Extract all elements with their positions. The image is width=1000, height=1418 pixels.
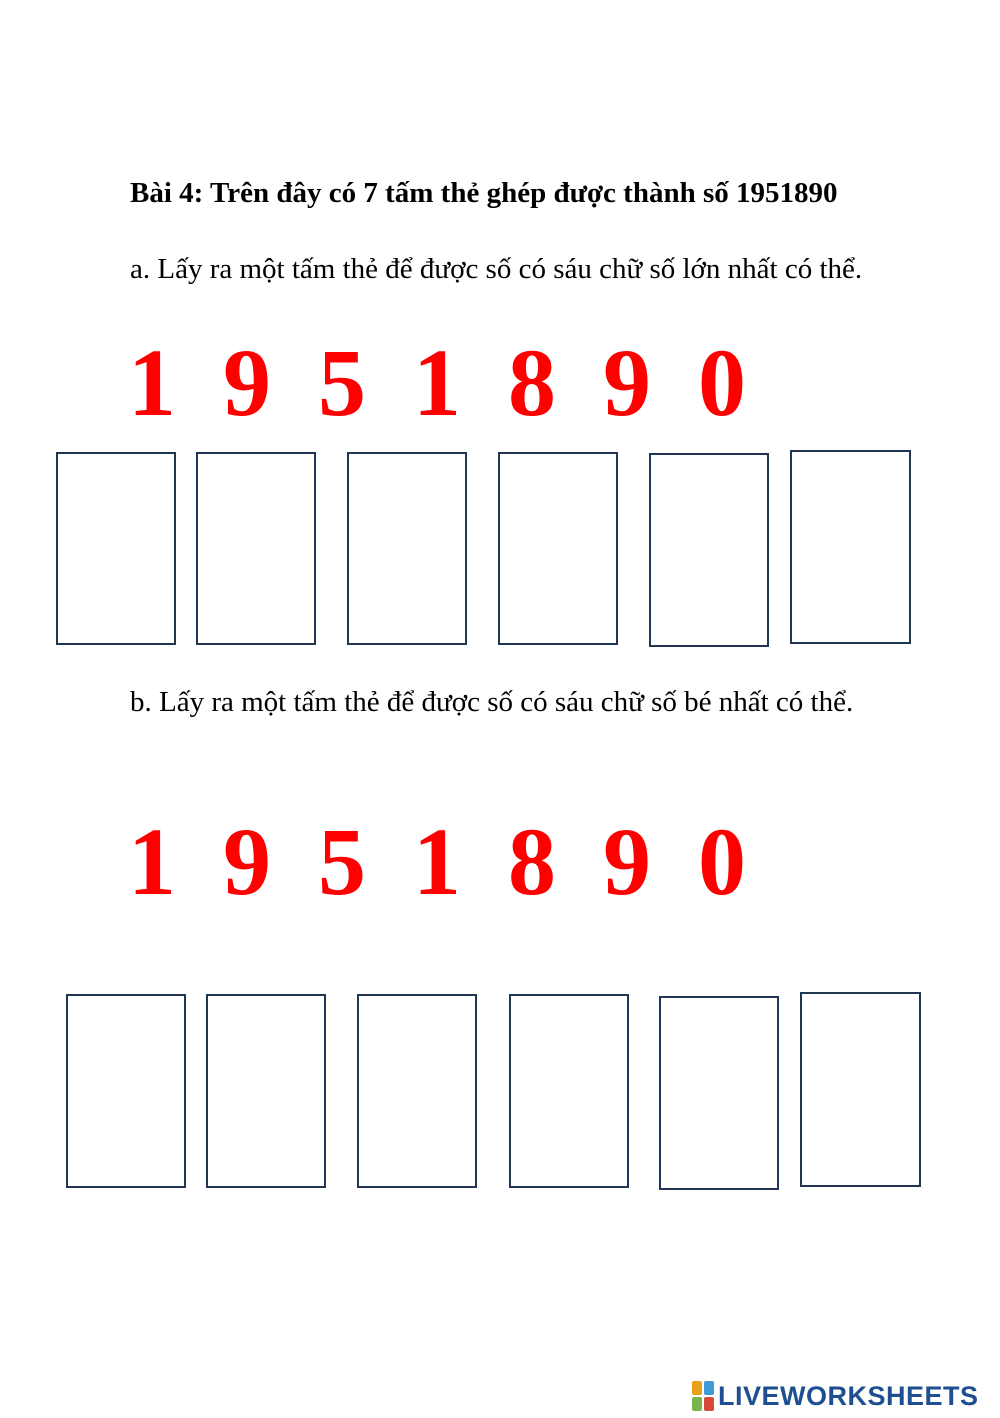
digit-card: 8 xyxy=(508,329,556,436)
answer-box[interactable] xyxy=(659,996,779,1190)
part-a-question: a. Lấy ra một tấm thẻ để được số có sáu chữ số lớn nhất có thể. xyxy=(130,253,863,285)
liveworksheets-mark-icon xyxy=(692,1381,714,1411)
answer-box[interactable] xyxy=(56,452,176,645)
digit-card: 0 xyxy=(698,808,746,915)
digit-card: 1 xyxy=(128,808,176,915)
digit-card: 1 xyxy=(128,329,176,436)
digit-card: 5 xyxy=(318,808,366,915)
digit-card: 1 xyxy=(413,808,461,915)
answer-box[interactable] xyxy=(498,452,618,645)
answer-box[interactable] xyxy=(649,453,769,647)
answer-box[interactable] xyxy=(509,994,629,1188)
answer-box[interactable] xyxy=(66,994,186,1188)
digit-card: 8 xyxy=(508,808,556,915)
liveworksheets-logo xyxy=(692,1378,979,1414)
logo-wordmark: LIVEWORKSHEETS xyxy=(718,1380,979,1411)
digit-card: 9 xyxy=(223,808,271,915)
answer-box[interactable] xyxy=(790,450,911,644)
answer-box[interactable] xyxy=(206,994,326,1188)
digit-card: 5 xyxy=(318,329,366,436)
answer-box[interactable] xyxy=(800,992,921,1187)
answer-box[interactable] xyxy=(196,452,316,645)
digit-card: 0 xyxy=(698,329,746,436)
digit-card: 9 xyxy=(603,808,651,915)
answer-box[interactable] xyxy=(347,452,467,645)
digit-card: 9 xyxy=(223,329,271,436)
digit-card: 1 xyxy=(413,329,461,436)
part-b-question: b. Lấy ra một tấm thẻ để được số có sáu chữ số bé nhất có thể. xyxy=(130,686,854,718)
digit-card: 9 xyxy=(603,329,651,436)
exercise-title: Bài 4: Trên đây có 7 tấm thẻ ghép được thành số 1951890 xyxy=(130,177,838,209)
answer-box[interactable] xyxy=(357,994,477,1188)
